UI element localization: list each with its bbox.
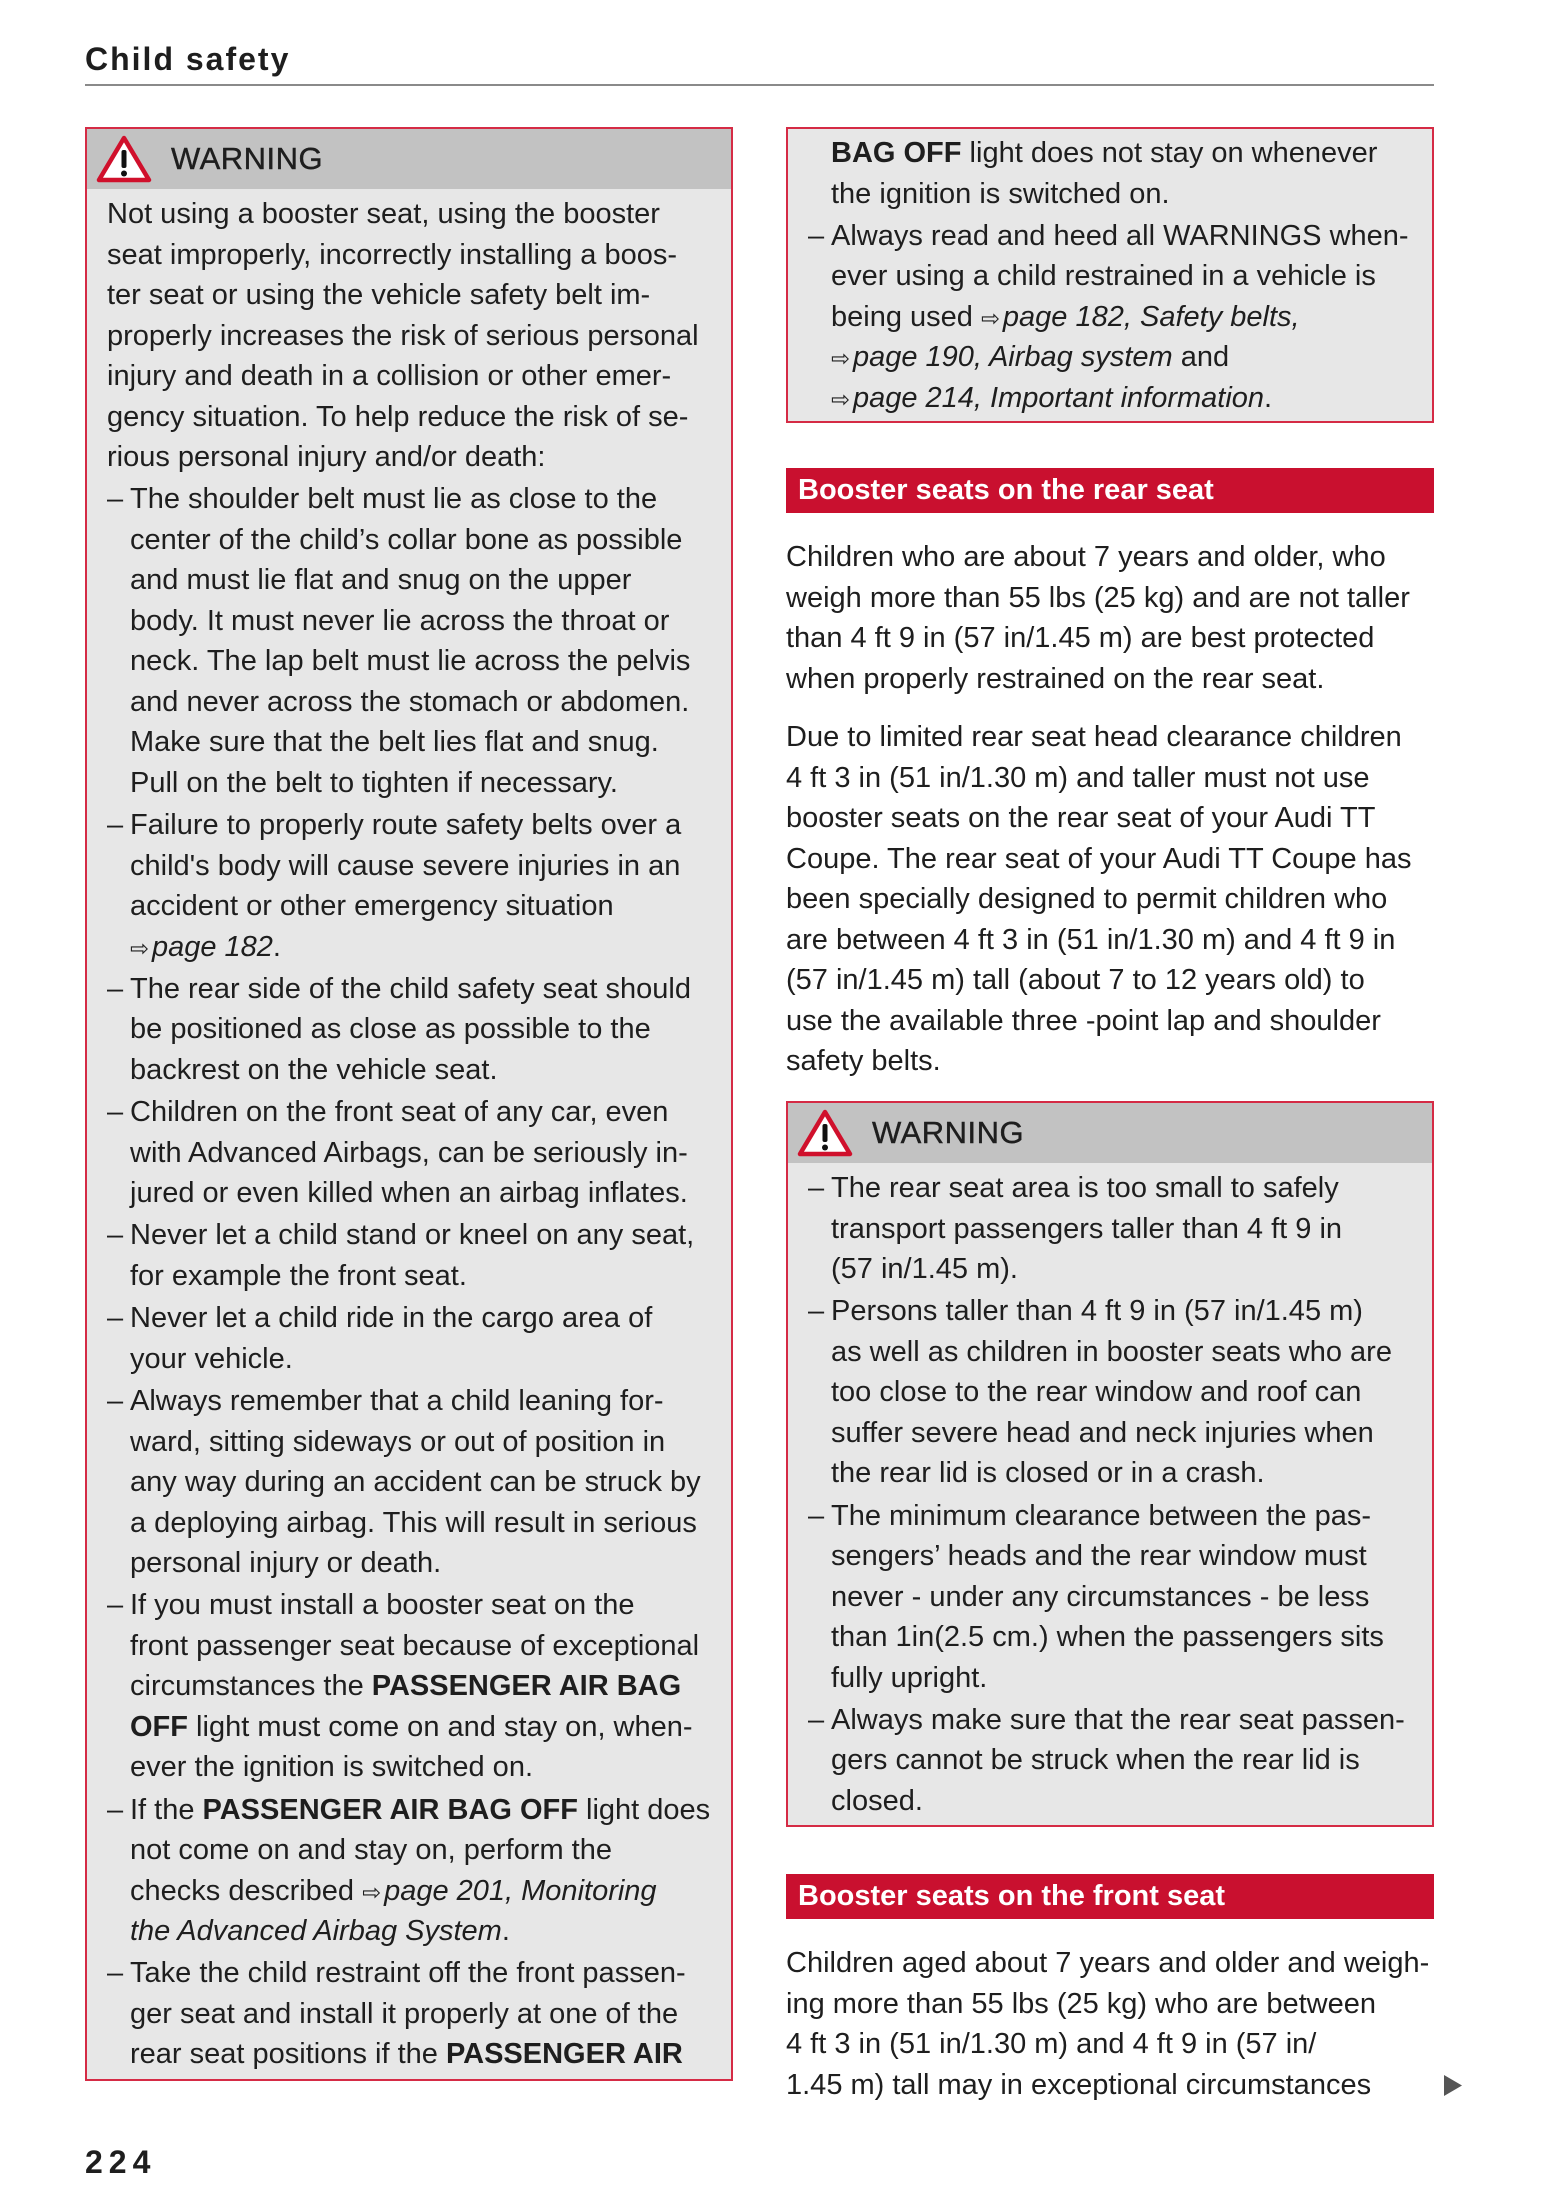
list-bullet: – bbox=[107, 1793, 124, 1826]
text-line: fully upright. bbox=[831, 1661, 988, 1694]
list-item bbox=[107, 479, 731, 803]
text-line: than 4 ft 9 in (57 in/1.45 m) are best protected bbox=[786, 622, 1375, 654]
text-line bbox=[130, 927, 731, 968]
text-line: closed. bbox=[831, 1784, 923, 1817]
text-line: ward, sitting sideways or out of position in bbox=[130, 1425, 666, 1458]
cross-reference-text: page 214, Important information bbox=[852, 381, 1265, 414]
list-bullet: – bbox=[808, 219, 825, 252]
text-line: for example the front seat. bbox=[130, 1259, 467, 1292]
cross-reference-arrow: ⇨ bbox=[980, 305, 1000, 332]
text-line bbox=[130, 2034, 731, 2075]
text-line: be positioned as close as possible to the bbox=[130, 1013, 651, 1046]
warning-body bbox=[87, 189, 731, 2079]
list-item bbox=[808, 1291, 1432, 1494]
cross-reference-arrow: ⇨ bbox=[831, 346, 850, 373]
paragraph-rear-seat-eligibility bbox=[786, 537, 1434, 699]
text-run: light does not stay on whenever bbox=[961, 137, 1378, 169]
text-line: Failure to properly route safety belts over a bbox=[130, 809, 682, 842]
cross-reference-text: page 201, Monitoring bbox=[384, 1874, 657, 1907]
text-line bbox=[130, 1871, 731, 1912]
text-line: If you must install a booster seat on the bbox=[130, 1589, 635, 1622]
text-line: Never let a child ride in the cargo area of bbox=[130, 1302, 653, 1335]
text-line: Not using a booster seat, using the booster bbox=[107, 198, 660, 230]
text-line: Persons taller than 4 ft 9 in (57 in/1.45 m) bbox=[831, 1295, 1363, 1328]
text-line: ger seat and install it properly at one of the bbox=[130, 1997, 679, 2030]
list-bullet: – bbox=[107, 972, 124, 1005]
text-line bbox=[831, 337, 1432, 378]
text-line bbox=[831, 133, 1432, 174]
text-line: than 1in(2.5 cm.) when the passengers sits bbox=[831, 1621, 1384, 1654]
text-line bbox=[831, 378, 1432, 419]
text-line: ever using a child restrained in a vehicle is bbox=[831, 260, 1376, 293]
cross-reference-text: page 182, Safety belts, bbox=[1002, 300, 1300, 333]
text-line: use the available three -point lap and shoulder bbox=[786, 1004, 1381, 1037]
text-line: Children on the front seat of any car, even bbox=[130, 1096, 669, 1129]
list-bullet: – bbox=[107, 1302, 124, 1335]
text-line: Always read and heed all WARNINGS when- bbox=[831, 219, 1409, 252]
text-line: ever the ignition is switched on. bbox=[130, 1751, 533, 1784]
text-line: rious personal injury and/or death: bbox=[107, 441, 546, 473]
list-item bbox=[107, 1790, 731, 1952]
text-line: personal injury or death. bbox=[130, 1547, 442, 1580]
text-line bbox=[130, 1911, 731, 1952]
text-line: center of the child’s collar bone as possible bbox=[130, 523, 683, 556]
list-item bbox=[107, 1092, 731, 1214]
cross-reference-text: page 182 bbox=[151, 930, 273, 963]
text-line: suffer severe head and neck injuries when bbox=[831, 1416, 1374, 1449]
list-bullet: – bbox=[808, 1295, 825, 1328]
text-line: Make sure that the belt lies flat and snug. bbox=[130, 726, 659, 759]
text-run: and bbox=[1172, 341, 1230, 374]
list-item-continued bbox=[808, 133, 1432, 214]
highlighted-term: PASSENGER AIR BAG bbox=[371, 1670, 682, 1703]
text-line: transport passengers taller than 4 ft 9 in bbox=[831, 1212, 1343, 1245]
list-item bbox=[107, 1953, 731, 2075]
text-run: being used bbox=[831, 300, 981, 333]
warning-triangle-icon bbox=[96, 134, 152, 184]
text-run: checks described bbox=[130, 1874, 363, 1907]
warning-box-rear-seat-clearance bbox=[786, 1101, 1434, 1827]
list-bullet: – bbox=[808, 1172, 825, 1204]
text-line: not come on and stay on, perform the bbox=[130, 1834, 612, 1867]
list-bullet: – bbox=[107, 1219, 124, 1252]
list-item bbox=[107, 969, 731, 1091]
text-line: the ignition is switched on. bbox=[831, 177, 1170, 210]
warning-body bbox=[788, 1163, 1432, 1825]
text-line: The shoulder belt must lie as close to the bbox=[130, 483, 658, 516]
text-line: Coupe. The rear seat of your Audi TT Coupe has bbox=[786, 842, 1412, 875]
text-line: Due to limited rear seat head clearance children bbox=[786, 721, 1402, 753]
text-line: the rear lid is closed or in a crash. bbox=[831, 1457, 1265, 1490]
page-number: 224 bbox=[85, 2144, 157, 2180]
text-line: 4 ft 3 in (51 in/1.30 m) and 4 ft 9 in (57 in/ bbox=[786, 2028, 1317, 2060]
text-line: ing more than 55 lbs (25 kg) who are between bbox=[786, 1987, 1377, 2020]
text-line: injury and death in a collision or other emer- bbox=[107, 360, 672, 392]
text-line: seat improperly, incorrectly installing a boos- bbox=[107, 238, 678, 271]
list-bullet: – bbox=[107, 1957, 124, 1990]
text-line: ter seat or using the vehicle safety belt im- bbox=[107, 279, 651, 311]
section-title: Child safety bbox=[85, 41, 291, 77]
text-line: Never let a child stand or kneel on any seat, bbox=[130, 1219, 695, 1252]
warning-list bbox=[808, 133, 1432, 418]
text-line bbox=[130, 1790, 731, 1831]
text-line: never - under any circumstances - be less bbox=[831, 1580, 1370, 1613]
text-run: light does bbox=[577, 1793, 711, 1826]
section-heading-rear-seat: Booster seats on the rear seat bbox=[786, 468, 1434, 513]
highlighted-term: OFF bbox=[130, 1710, 188, 1743]
cross-reference-text: page 190, Airbag system bbox=[852, 341, 1173, 374]
text-line: 1.45 m) tall may in exceptional circumstances bbox=[786, 2068, 1372, 2101]
text-line bbox=[130, 1707, 731, 1748]
text-run: rear seat positions if the bbox=[130, 2038, 446, 2071]
section-heading-front-seat: Booster seats on the front seat bbox=[786, 1874, 1434, 1919]
warning-box-booster-seat-misuse bbox=[85, 127, 733, 2081]
list-bullet: – bbox=[107, 1385, 124, 1418]
warning-list bbox=[107, 479, 731, 2075]
text-line: and never across the stomach or abdomen. bbox=[130, 685, 690, 718]
text-line bbox=[130, 1666, 731, 1707]
header-rule bbox=[85, 84, 1434, 86]
text-line: body. It must never lie across the throat or bbox=[130, 604, 670, 637]
paragraph-front-seat-eligibility bbox=[786, 1943, 1434, 2105]
text-line: are between 4 ft 3 in (51 in/1.30 m) and 4 ft 9 in bbox=[786, 923, 1396, 956]
text-run: . bbox=[501, 1915, 510, 1948]
warning-title: WARNING bbox=[171, 141, 324, 176]
highlighted-term: PASSENGER AIR bbox=[445, 2038, 683, 2071]
text-line bbox=[831, 297, 1432, 338]
text-line: weigh more than 55 lbs (25 kg) and are not taller bbox=[786, 581, 1410, 614]
text-line: The rear side of the child safety seat should bbox=[130, 972, 691, 1005]
warning-box-continued bbox=[786, 127, 1434, 423]
list-bullet: – bbox=[107, 1589, 124, 1622]
list-item bbox=[808, 1700, 1432, 1822]
paragraph-rear-seat-clearance bbox=[786, 717, 1434, 1082]
text-line: The minimum clearance between the pas- bbox=[831, 1499, 1371, 1532]
continue-arrow-icon bbox=[1444, 2075, 1462, 2096]
text-line: Always make sure that the rear seat passen- bbox=[831, 1703, 1405, 1736]
list-item bbox=[107, 1585, 731, 1788]
text-line: neck. The lap belt must lie across the pelvis bbox=[130, 645, 691, 678]
text-run: circumstances the bbox=[130, 1670, 372, 1703]
warning-title: WARNING bbox=[872, 1115, 1025, 1150]
text-run: light must come on and stay on, when- bbox=[188, 1710, 693, 1743]
text-line: 4 ft 3 in (51 in/1.30 m) and taller must not use bbox=[786, 761, 1370, 794]
text-line: Children who are about 7 years and older, who bbox=[786, 541, 1386, 573]
text-line: child's body will cause severe injuries in an bbox=[130, 849, 681, 882]
text-line: any way during an accident can be struck by bbox=[130, 1466, 701, 1499]
text-line: properly increases the risk of serious personal bbox=[107, 319, 699, 352]
list-item bbox=[107, 805, 731, 967]
text-run: . bbox=[1264, 381, 1273, 414]
warning-list bbox=[808, 1168, 1432, 1821]
list-item bbox=[808, 1168, 1432, 1290]
text-line: too close to the rear window and roof can bbox=[831, 1376, 1362, 1409]
text-line: jured or even killed when an airbag inflates. bbox=[130, 1177, 688, 1210]
text-line: and must lie flat and snug on the upper bbox=[130, 564, 632, 597]
warning-intro bbox=[107, 194, 731, 478]
warning-header bbox=[87, 129, 731, 189]
list-bullet: – bbox=[107, 483, 124, 516]
text-line: Pull on the belt to tighten if necessary. bbox=[130, 766, 618, 799]
cross-reference-arrow: ⇨ bbox=[362, 1879, 382, 1906]
warning-triangle-icon bbox=[797, 1108, 853, 1158]
cross-reference-text: the Advanced Airbag System bbox=[130, 1915, 502, 1948]
text-line: with Advanced Airbags, can be seriously in- bbox=[130, 1136, 688, 1169]
text-line: (57 in/1.45 m) tall (about 7 to 12 years old) to bbox=[786, 964, 1365, 996]
text-line: accident or other emergency situation bbox=[130, 890, 614, 923]
text-line: a deploying airbag. This will result in serious bbox=[130, 1506, 697, 1539]
list-bullet: – bbox=[107, 809, 124, 842]
list-bullet: – bbox=[808, 1499, 825, 1532]
cross-reference-arrow: ⇨ bbox=[831, 386, 850, 413]
text-line: Children aged about 7 years and older and weigh- bbox=[786, 1947, 1430, 1979]
text-line: backrest on the vehicle seat. bbox=[130, 1053, 498, 1086]
list-item bbox=[107, 1298, 731, 1379]
highlighted-term: PASSENGER AIR BAG OFF bbox=[202, 1793, 578, 1826]
list-item bbox=[107, 1215, 731, 1296]
text-line: as well as children in booster seats who are bbox=[831, 1335, 1392, 1368]
text-line: when properly restrained on the rear seat. bbox=[786, 662, 1325, 695]
list-item bbox=[808, 216, 1432, 419]
text-line: your vehicle. bbox=[130, 1342, 293, 1375]
list-bullet: – bbox=[107, 1096, 124, 1129]
text-line: gency situation. To help reduce the risk of se- bbox=[107, 400, 689, 433]
list-item bbox=[107, 1381, 731, 1584]
text-line: Take the child restraint off the front passen- bbox=[130, 1957, 686, 1990]
cross-reference-arrow: ⇨ bbox=[130, 935, 149, 962]
text-line: sengers’ heads and the rear window must bbox=[831, 1540, 1367, 1573]
text-line: The rear seat area is too small to safely bbox=[831, 1172, 1339, 1204]
text-line: front passenger seat because of exceptional bbox=[130, 1629, 700, 1662]
warning-header bbox=[788, 1103, 1432, 1163]
text-line: safety belts. bbox=[786, 1045, 941, 1077]
list-bullet: – bbox=[808, 1703, 825, 1736]
highlighted-term: BAG OFF bbox=[831, 137, 962, 169]
text-run: . bbox=[272, 930, 281, 963]
text-run: If the bbox=[130, 1793, 203, 1826]
list-item bbox=[808, 1496, 1432, 1699]
text-line: gers cannot be struck when the rear lid is bbox=[831, 1744, 1360, 1777]
text-line: Always remember that a child leaning for- bbox=[130, 1385, 664, 1418]
text-line: been specially designed to permit children who bbox=[786, 883, 1388, 915]
text-line: booster seats on the rear seat of your Audi TT bbox=[786, 802, 1376, 834]
text-line: (57 in/1.45 m). bbox=[831, 1253, 1018, 1285]
